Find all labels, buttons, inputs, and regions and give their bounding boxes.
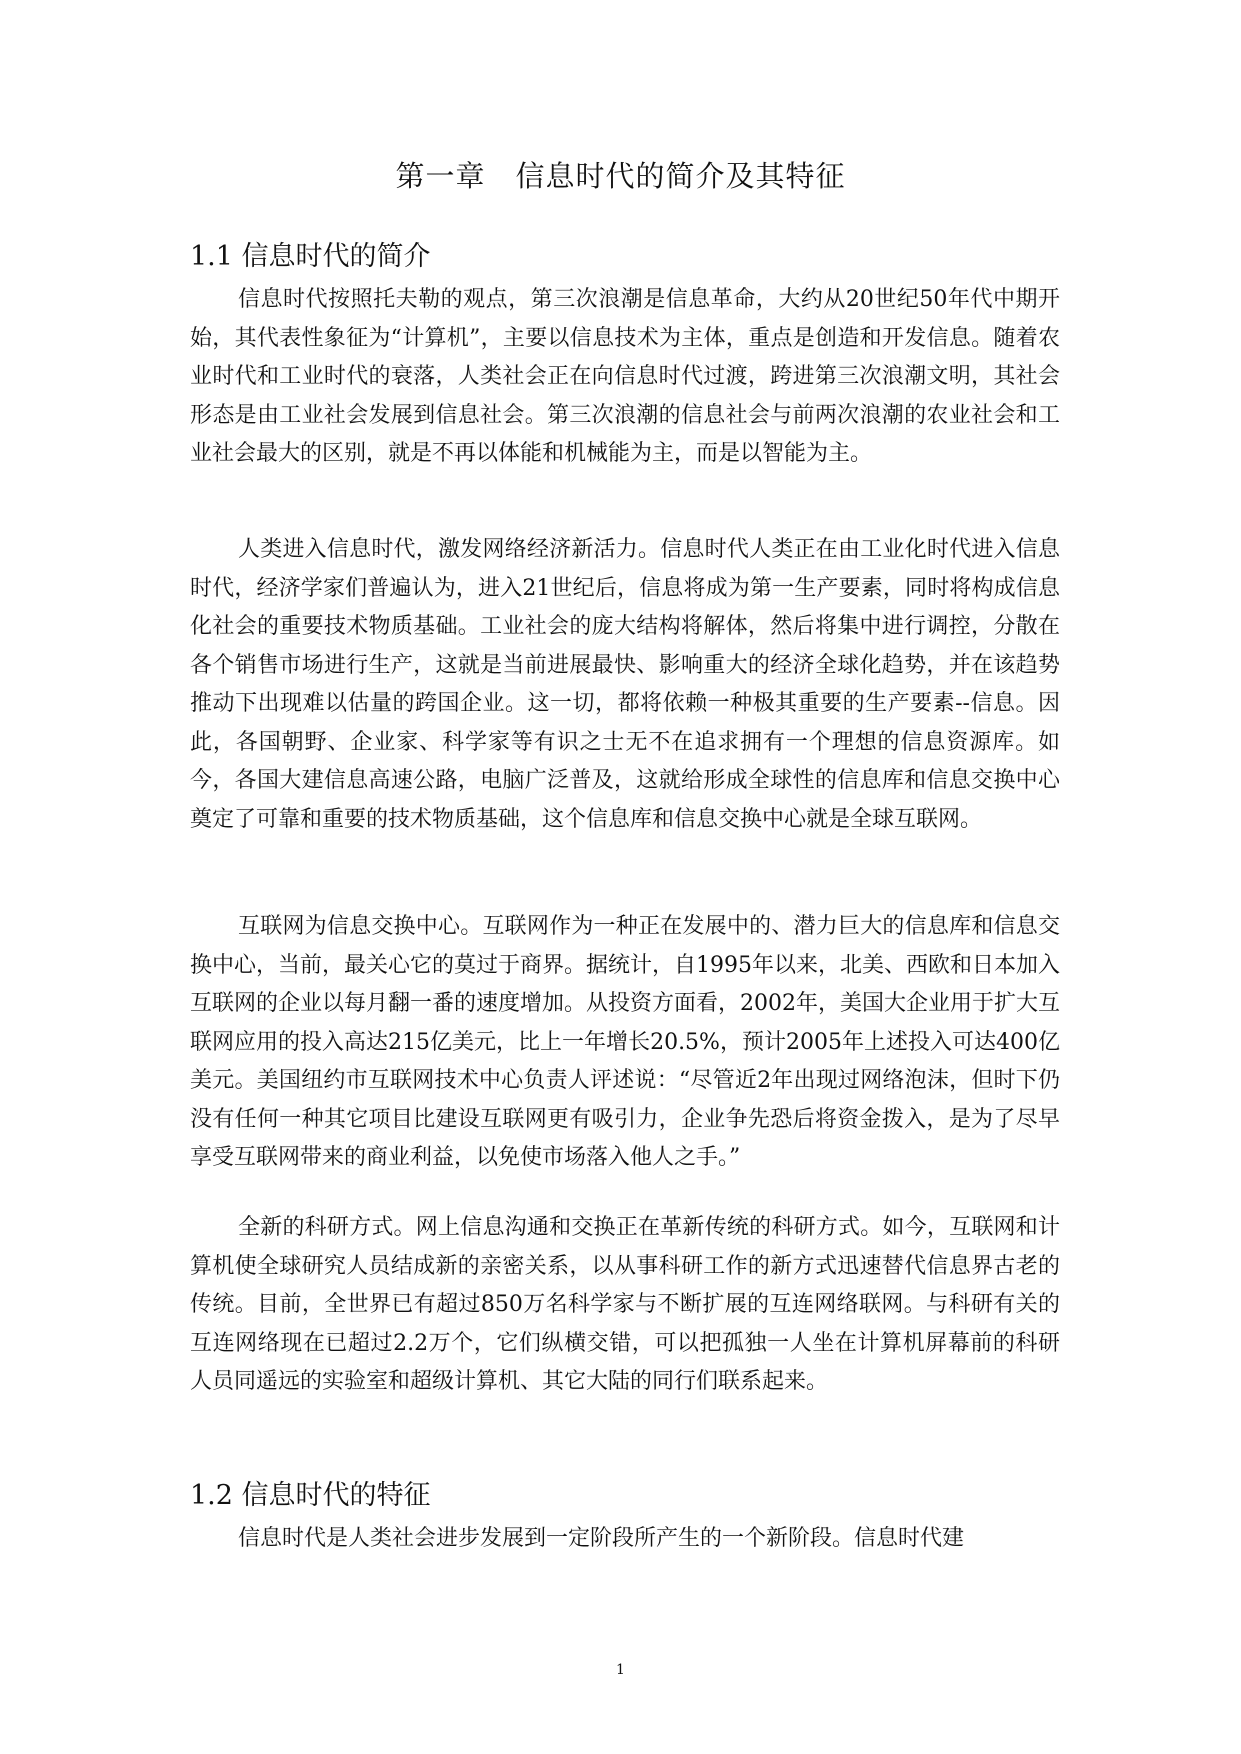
- paragraph: 全新的科研方式。网上信息沟通和交换正在革新传统的科研方式。如今，互联网和计算机使全球研究人员结成新的亲密关系，以从事科研工作的新方式迅速替代信息界古老的传统。目前，全世界已有超过850万名科学家与不断扩展的互连网络联网。与科研有关的互连网络现在已超过2.2万个，它们纵横交错，可以把孤独一人坐在计算机屏幕前的科研人员同遥远的实验室和超级计算机、其它大陆的同行们联系起来。: [190, 1215, 1060, 1394]
- paragraph: 信息时代按照托夫勒的观点，第三次浪潮是信息革命，大约从20世纪50年代中期开始，其代表性象征为“计算机”，主要以信息技术为主体，重点是创造和开发信息。随着农业时代和工业时代的衰落，人类社会正在向信息时代过渡，跨进第三次浪潮文明，其社会形态是由工业社会发展到信息社会。第三次浪潮的信息社会与前两次浪潮的农业社会和工业社会最大的区别，就是不再以体能和机械能为主，而是以智能为主。: [190, 287, 1060, 466]
- page-number: 1: [616, 1662, 625, 1678]
- paragraph: 信息时代是人类社会进步发展到一定阶段所产生的一个新阶段。信息时代建: [238, 1526, 965, 1551]
- paragraph: 互联网为信息交换中心。互联网作为一种正在发展中的、潜力巨大的信息库和信息交换中心，当前，最关心它的莫过于商界。据统计，自1995年以来，北美、西欧和日本加入互联网的企业以每月翻一番的速度增加。从投资方面看，2002年，美国大企业用于扩大互联网应用的投入高达215亿美元，比上一年增长20.5%，预计2005年上述投入可达400亿美元。美国纽约市互联网技术中心负责人评述说：“尽管近2年出现过网络泡沫，但时下仍没有任何一种其它项目比建设互联网更有吸引力，企业争先恐后将资金拨入，是为了尽早享受互联网带来的商业利益，以免使市场落入他人之手。”: [190, 914, 1060, 1170]
- paragraph: 人类进入信息时代，激发网络经济新活力。信息时代人类正在由工业化时代进入信息时代，经济学家们普遍认为，进入21世纪后，信息将成为第一生产要素，同时将构成信息化社会的重要技术物质基础。工业社会的庞大结构将解体，然后将集中进行调控，分散在各个销售市场进行生产，这就是当前进展最快、影响重大的经济全球化趋势，并在该趋势推动下出现难以估量的跨国企业。这一切，都将依赖一种极其重要的生产要素--信息。因此，各国朝野、企业家、科学家等有识之士无不在追求拥有一个理想的信息资源库。如今，各国大建信息高速公路，电脑广泛普及，这就给形成全球性的信息库和信息交换中心奠定了可靠和重要的技术物质基础，这个信息库和信息交换中心就是全球互联网。: [190, 537, 1060, 832]
- chapter-title: 第一章 信息时代的简介及其特征: [395, 159, 846, 193]
- section-heading-1-2: 1.2 信息时代的特征: [190, 1480, 431, 1511]
- section-heading-1-1: 1.1 信息时代的简介: [190, 241, 431, 272]
